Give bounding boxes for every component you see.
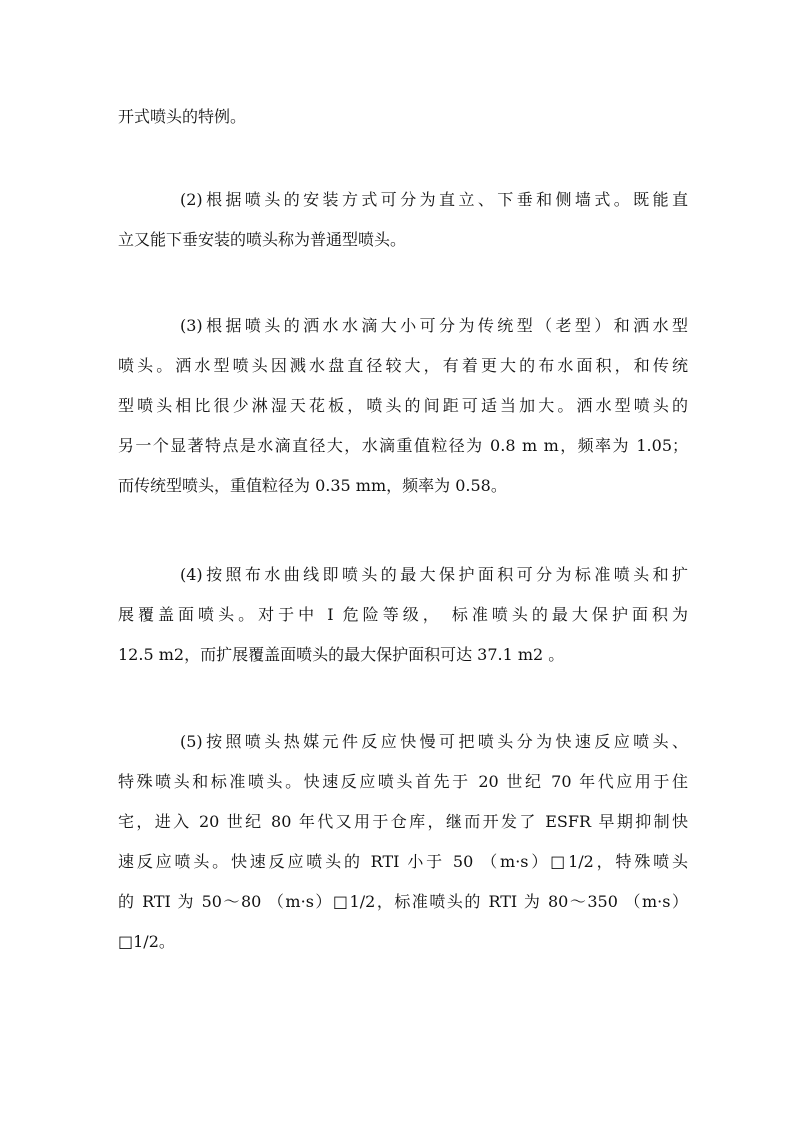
paragraph-line: 另一个显著特点是水滴直径大，水滴重值粒径为 0.8 m m，频率为 1.05；: [118, 436, 688, 455]
paragraph-line: (2)根据喷头的安装方式可分为直立、下垂和侧墙式。既能直: [180, 190, 688, 209]
paragraph-droplet-size: [118, 306, 688, 506]
paragraph-line: 喷头。洒水型喷头因溅水盘直径较大，有着更大的布水面积，和传统: [118, 356, 688, 375]
paragraph-line: 的 RTI 为 50～80 （m·s）□1/2，标准喷头的 RTI 为 80～350 （m·s）: [118, 892, 688, 911]
paragraph-line: 开式喷头的特例。: [118, 107, 247, 126]
paragraph-line: 特殊喷头和标准喷头。快速反应喷头首先于 20 世纪 70 年代应用于住: [118, 772, 688, 791]
paragraph-line: □1/2。: [118, 932, 175, 951]
paragraph-line: 立又能下垂安装的喷头称为普通型喷头。: [118, 230, 407, 249]
paragraph-line: 12.5 m2，而扩展覆盖面喷头的最大保护面积可达 37.1 m2 。: [118, 645, 565, 664]
paragraph-line: 型喷头相比很少淋湿天花板，喷头的间距可适当加大。洒水型喷头的: [118, 396, 688, 415]
paragraph-line: 而传统型喷头，重值粒径为 0.35 mm，频率为 0.58。: [118, 476, 507, 495]
paragraph-line: 速反应喷头。快速反应喷头的 RTI 小于 50 （m·s）□1/2，特殊喷头: [118, 852, 688, 871]
paragraph-coverage-area: [118, 555, 688, 675]
paragraph-continuation: [118, 97, 688, 137]
paragraph-line: 展覆盖面喷头。对于中 I 危险等级， 标准喷头的最大保护面积为: [118, 605, 688, 624]
paragraph-line: (4)按照布水曲线即喷头的最大保护面积可分为标准喷头和扩: [180, 565, 688, 584]
paragraph-installation-types: [118, 180, 688, 260]
paragraph-response-speed: [118, 722, 688, 962]
paragraph-line: (3)根据喷头的洒水水滴大小可分为传统型（老型）和洒水型: [180, 316, 688, 335]
paragraph-line: 宅，进入 20 世纪 80 年代又用于仓库，继而开发了 ESFR 早期抑制快: [118, 812, 688, 831]
paragraph-line: (5)按照喷头热媒元件反应快慢可把喷头分为快速反应喷头、: [180, 732, 688, 751]
